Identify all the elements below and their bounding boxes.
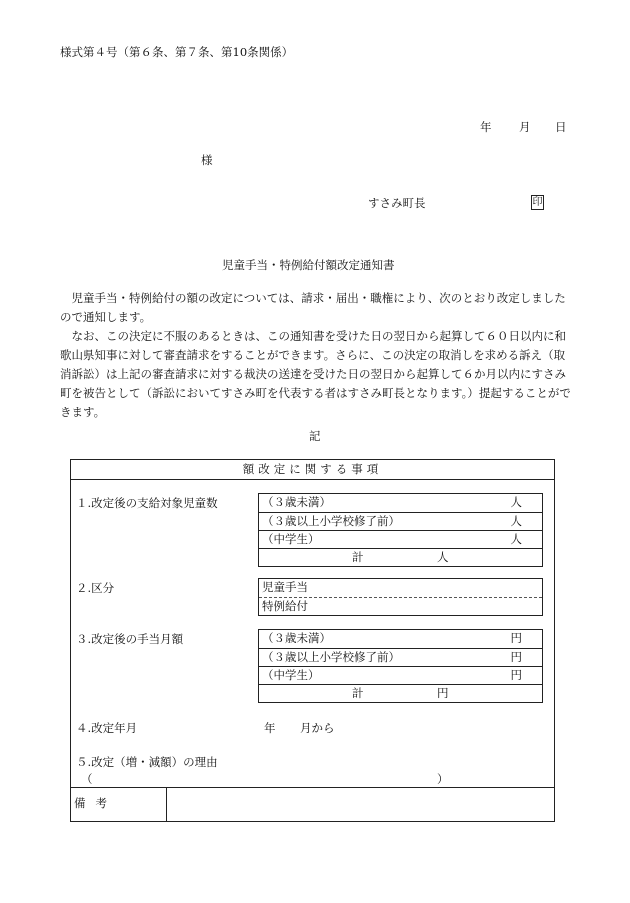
row-unit: 円 — [510, 631, 522, 645]
row-label: （３歳未満） — [262, 495, 331, 509]
row-unit: 人 — [510, 495, 522, 509]
seal-mark — [531, 194, 544, 210]
item4-year-label: 年 — [264, 721, 276, 735]
date-year-label: 年 — [480, 120, 492, 134]
item2-category-box — [258, 578, 543, 616]
seal-char: 印 — [532, 197, 543, 208]
row-unit: 人 — [510, 532, 522, 546]
remarks-row — [71, 787, 554, 822]
table-row — [259, 666, 542, 684]
item1-label: １.改定後の支給対象児童数 — [76, 496, 218, 510]
date-day-label: 日 — [555, 120, 567, 134]
item5-close-paren: ） — [437, 772, 449, 786]
category-option: 特例給付 — [259, 597, 542, 615]
total-label: 計 — [352, 550, 364, 564]
table-row — [259, 494, 542, 512]
remarks-label: 備考 — [71, 788, 167, 822]
row-unit: 人 — [510, 514, 522, 528]
row-unit: 円 — [510, 668, 522, 682]
form-number: 様式第４号（第６条、第７条、第10条関係） — [60, 45, 294, 59]
total-row — [259, 684, 542, 702]
row-label: （３歳以上小学校修了前） — [262, 650, 400, 664]
item4-month-from-label: 月から — [300, 721, 335, 735]
row-label: （３歳以上小学校修了前） — [262, 514, 400, 528]
item3-label: ３.改定後の手当月額 — [76, 632, 184, 646]
table-row — [259, 630, 542, 648]
row-unit: 円 — [510, 650, 522, 664]
issuer-name: すさみ町長 — [368, 196, 426, 210]
addressee-suffix: 様 — [201, 153, 213, 167]
item5-label: ５.改定（増・減額）の理由 — [76, 755, 218, 769]
item1-child-count-box — [258, 493, 543, 567]
paragraph-notice: 児童手当・特例給付の額の改定については、請求・届出・職権により、次のとおり改定しましたので通知します。 — [60, 291, 566, 324]
item5-open-paren: （ — [81, 772, 93, 786]
document-title: 児童手当・特例給付額改定通知書 — [222, 258, 395, 272]
table-row — [259, 530, 542, 548]
total-unit: 人 — [437, 550, 449, 564]
paragraph-appeal: なお、この決定に不服のあるときは、この通知書を受けた日の翌日から起算して６０日以内に和歌山県知事に対して審査請求をすることができます。さらに、この決定の取消しを求める訴え（取消訴訟）は上記の審査請求に対する裁決の送達を受けた日の翌日から起算して６か月以内にすさみ町を被告として（訴訟においてすさみ町を代表する者はすさみ町長となります。）提起することができます。 — [60, 329, 571, 419]
table-row — [259, 648, 542, 666]
ki-heading: 記 — [309, 429, 321, 443]
date-month-label: 月 — [519, 120, 531, 134]
row-label: （中学生） — [262, 532, 320, 546]
item3-monthly-amount-box — [258, 629, 543, 703]
row-label: （中学生） — [262, 668, 320, 682]
total-unit: 円 — [437, 686, 449, 700]
item2-label: ２.区分 — [76, 581, 115, 595]
category-option: 児童手当 — [262, 580, 308, 594]
table-row — [259, 512, 542, 530]
row-label: （３歳未満） — [262, 631, 331, 645]
details-table — [70, 459, 555, 822]
item4-label: ４.改定年月 — [76, 721, 138, 735]
total-label: 計 — [352, 686, 364, 700]
total-row — [259, 548, 542, 566]
table-header: 額改定に関する事項 — [71, 460, 554, 480]
